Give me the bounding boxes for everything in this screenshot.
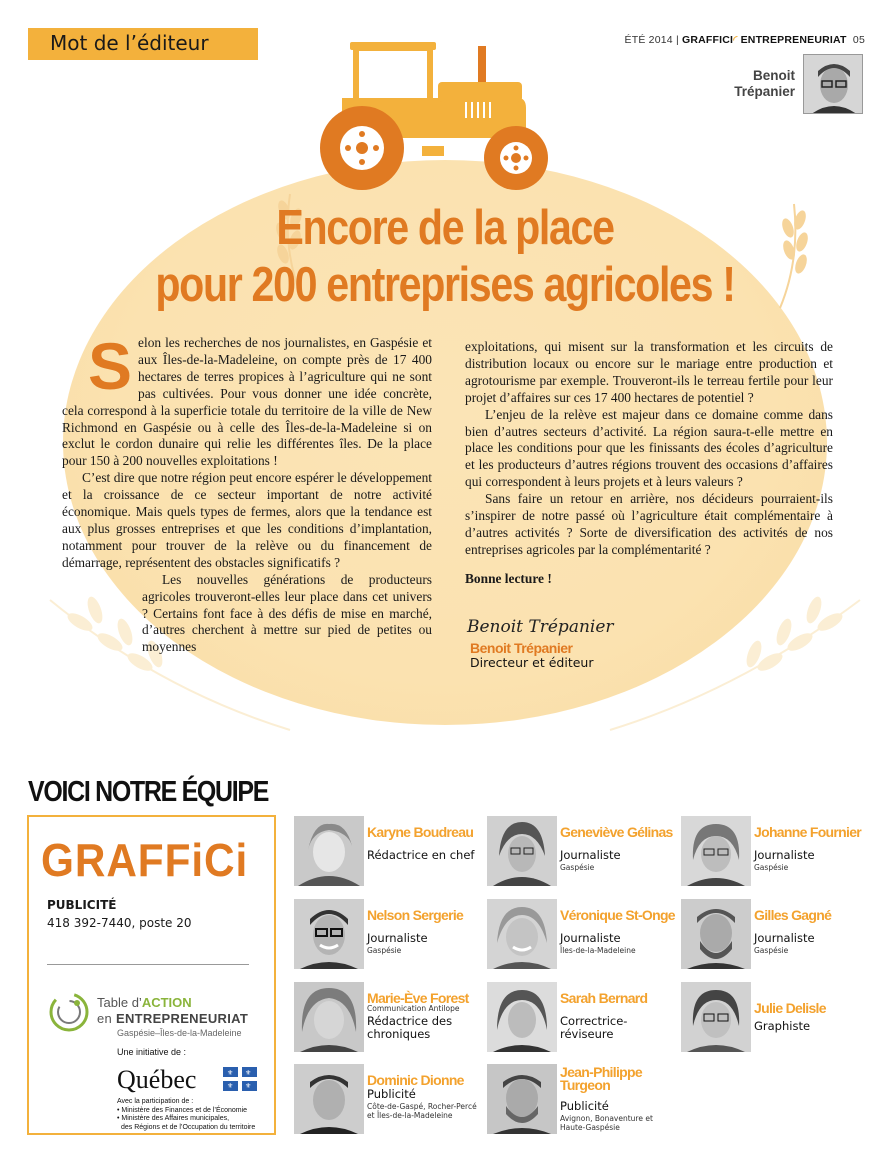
- member-name: Dominic Dionne: [367, 1072, 464, 1088]
- member-role: Journaliste Gaspésie: [754, 931, 815, 955]
- page-number: 05: [852, 34, 865, 46]
- team-member: [487, 899, 677, 971]
- logo-mark-icon: ◜: [733, 34, 738, 46]
- member-role: Publicité Avignon, Bonaventure et Haute-Gaspésie: [560, 1099, 653, 1132]
- member-name: Marie-Ève Forest: [367, 990, 469, 1006]
- paragraph-1-text: elon les recherches de nos journalistes, en Gaspésie et aux Îles-de-la-Madeleine, on compte près de 17 400 hectares de terres propices à l’agriculture qui ne sont pas cultivées. Pour vous donner une idée concrète, cela correspond à la superficie totale du territoire de la ville de New Richmond en Gaspésie ou à celle des Îles-de-la-Madeleine si on exclut le cordon dunaire qui relie les différentes îles. De la place pour 150 à 200 nouvelles exploitations !: [62, 335, 432, 469]
- svg-text:⚜: ⚜: [245, 1082, 252, 1090]
- svg-text:⚜: ⚜: [227, 1069, 234, 1077]
- member-photo: [681, 982, 751, 1052]
- signer-title: Directeur et éditeur: [470, 655, 594, 670]
- member-photo: [681, 816, 751, 886]
- team-member: [487, 982, 677, 1054]
- member-name: Sarah Bernard: [560, 990, 648, 1006]
- team-member: [294, 816, 484, 888]
- member-photo: [487, 899, 557, 969]
- magazine-name: GRAFFICI: [682, 34, 734, 46]
- tractor-icon: [318, 38, 554, 194]
- team-member: [294, 1064, 484, 1136]
- svg-text:Benoit Trépanier: Benoit Trépanier: [467, 617, 614, 637]
- tae-line-1: Table d’ACTION: [97, 995, 192, 1010]
- paragraph-3: Les nouvelles générations de producteurs agricoles trouveront-elles leur place dans cet univers ? Certains font face à des défis de mise en marché, d’autres cherchent à mettre sur pied de petites ou moyennes: [142, 571, 432, 655]
- member-name: Geneviève Gélinas: [560, 824, 673, 840]
- member-role: Correctrice-réviseure: [560, 1014, 628, 1041]
- quebec-logo-text: Québec: [117, 1065, 197, 1094]
- member-name: Nelson Sergerie: [367, 907, 464, 923]
- author-name: [695, 68, 795, 100]
- member-role: Communication Antilope Rédactrice des chroniques: [367, 1004, 460, 1041]
- quebec-flag-icon: [223, 1067, 257, 1091]
- team-member: [487, 1064, 677, 1136]
- member-name: Johanne Fournier: [754, 824, 862, 840]
- member-photo: [487, 982, 557, 1052]
- team-member: [294, 899, 484, 971]
- member-photo: [294, 816, 364, 886]
- publisher-box: [27, 815, 276, 1135]
- svg-text:⚜: ⚜: [245, 1069, 252, 1077]
- signer-name: Benoit Trépanier: [470, 640, 573, 656]
- dropcap: S: [88, 329, 133, 403]
- article-column-left: [62, 329, 432, 656]
- running-head: [625, 34, 865, 46]
- closing-line: Bonne lecture !: [465, 570, 552, 586]
- member-photo: [487, 816, 557, 886]
- member-role: Graphiste: [754, 1019, 811, 1033]
- author-last-name: Trépanier: [734, 84, 795, 99]
- member-photo: [294, 982, 364, 1052]
- wheat-bottom-right-icon: [600, 580, 870, 740]
- member-role: Publicité Côte-de-Gaspé, Rocher-Percé et Îles-de-la-Madeleine: [367, 1087, 477, 1120]
- wheat-right-icon: [770, 200, 830, 310]
- member-role: Journaliste Gaspésie: [754, 848, 815, 872]
- paragraph-5: L’enjeu de la relève est majeur dans ce domaine comme dans bien d’autres secteurs d’activité. La région saura-t-elle mettre en place les conditions pour que les finissants des écoles d’agriculture et les producteurs d’autres régions trouvent des occasions d’affaires qui correspondent à leurs projets et à leurs valeurs ?: [465, 406, 833, 490]
- member-role: Journaliste Gaspésie: [560, 848, 621, 872]
- member-photo: [294, 899, 364, 969]
- member-name: Karyne Boudreau: [367, 824, 474, 840]
- paragraph-4: exploitations, qui misent sur la transformation et les circuits de distribution locaux ou encore sur le mariage entre production et agrotourisme par exemple. Trouveront-ils le terreau fertile pour leur projet d’affaires sur ces 17 400 hectares de potentiel ?: [465, 339, 833, 405]
- member-name: Véronique St-Onge: [560, 907, 675, 923]
- svg-text:⚜: ⚜: [227, 1082, 234, 1090]
- table-action-logo-icon: [47, 989, 97, 1035]
- team-member: [681, 816, 871, 888]
- participation-list: Avec la participation de : • Ministère des Finances et de l’Économie • Ministère des Affaires municipales, des Régions et de l’Occupation du territoire: [117, 1098, 256, 1131]
- paragraph-2: C’est dire que notre région peut encore espérer le développement et la croissance de ce secteur important de notre activité économique. Mais quels types de fermes, alors que la tendance est aux plus grosses entreprises et que les conditions d’implantation, notamment pour trouver de la relève ou du financement de démarrage, représentent des obstacles significatifs ?: [62, 470, 432, 570]
- member-role: Journaliste Gaspésie: [367, 931, 428, 955]
- author-first-name: Benoit: [753, 68, 795, 83]
- team-member: [681, 899, 871, 971]
- advertising-label: PUBLICITÉ: [47, 898, 117, 912]
- author-photo: [803, 54, 863, 114]
- member-name: Jean-Philippe Turgeon: [560, 1064, 642, 1093]
- paragraph-1: [62, 329, 432, 470]
- team-member: [294, 982, 484, 1054]
- team-section-title: VOICI NOTRE ÉQUIPE: [28, 776, 269, 808]
- magazine-subname: ENTREPRENEURIAT: [737, 34, 847, 46]
- article-headline: [122, 200, 769, 314]
- team-member: [487, 816, 677, 888]
- member-photo: [681, 899, 751, 969]
- article-column-right: [465, 339, 833, 588]
- member-name: Gilles Gagné: [754, 907, 832, 923]
- initiative-label: Une initiative de :: [117, 1047, 187, 1057]
- team-member: [681, 982, 871, 1054]
- paragraph-6: Sans faire un retour en arrière, nos décideurs pourraient-ils s’inspirer de notre passé où l’agriculture était complémentaire à d’autres activités ? Sorte de diversification des activités de nos entreprises agricoles par la complémentarité ?: [465, 491, 833, 557]
- member-name: Julie Delisle: [754, 1000, 826, 1016]
- graffici-logo: GRAFFiCi: [41, 834, 249, 886]
- issue-season: ÉTÉ 2014 |: [624, 34, 682, 46]
- headline-line-1: Encore de la place: [276, 201, 614, 255]
- member-role: Rédactrice en chef: [367, 848, 475, 862]
- section-label: Mot de l’éditeur: [28, 28, 258, 60]
- tae-line-2: en ENTREPRENEURIAT: [97, 1011, 249, 1026]
- member-photo: [294, 1064, 364, 1134]
- handwritten-signature: [465, 612, 625, 640]
- divider: [47, 964, 249, 965]
- headline-line-2: pour 200 entreprises agricoles !: [155, 258, 735, 312]
- member-role: Journaliste Îles-de-la-Madeleine: [560, 931, 636, 955]
- tae-region: Gaspésie–Îles-de-la-Madeleine: [117, 1028, 242, 1038]
- advertising-phone: 418 392-7440, poste 20: [47, 916, 192, 930]
- member-photo: [487, 1064, 557, 1134]
